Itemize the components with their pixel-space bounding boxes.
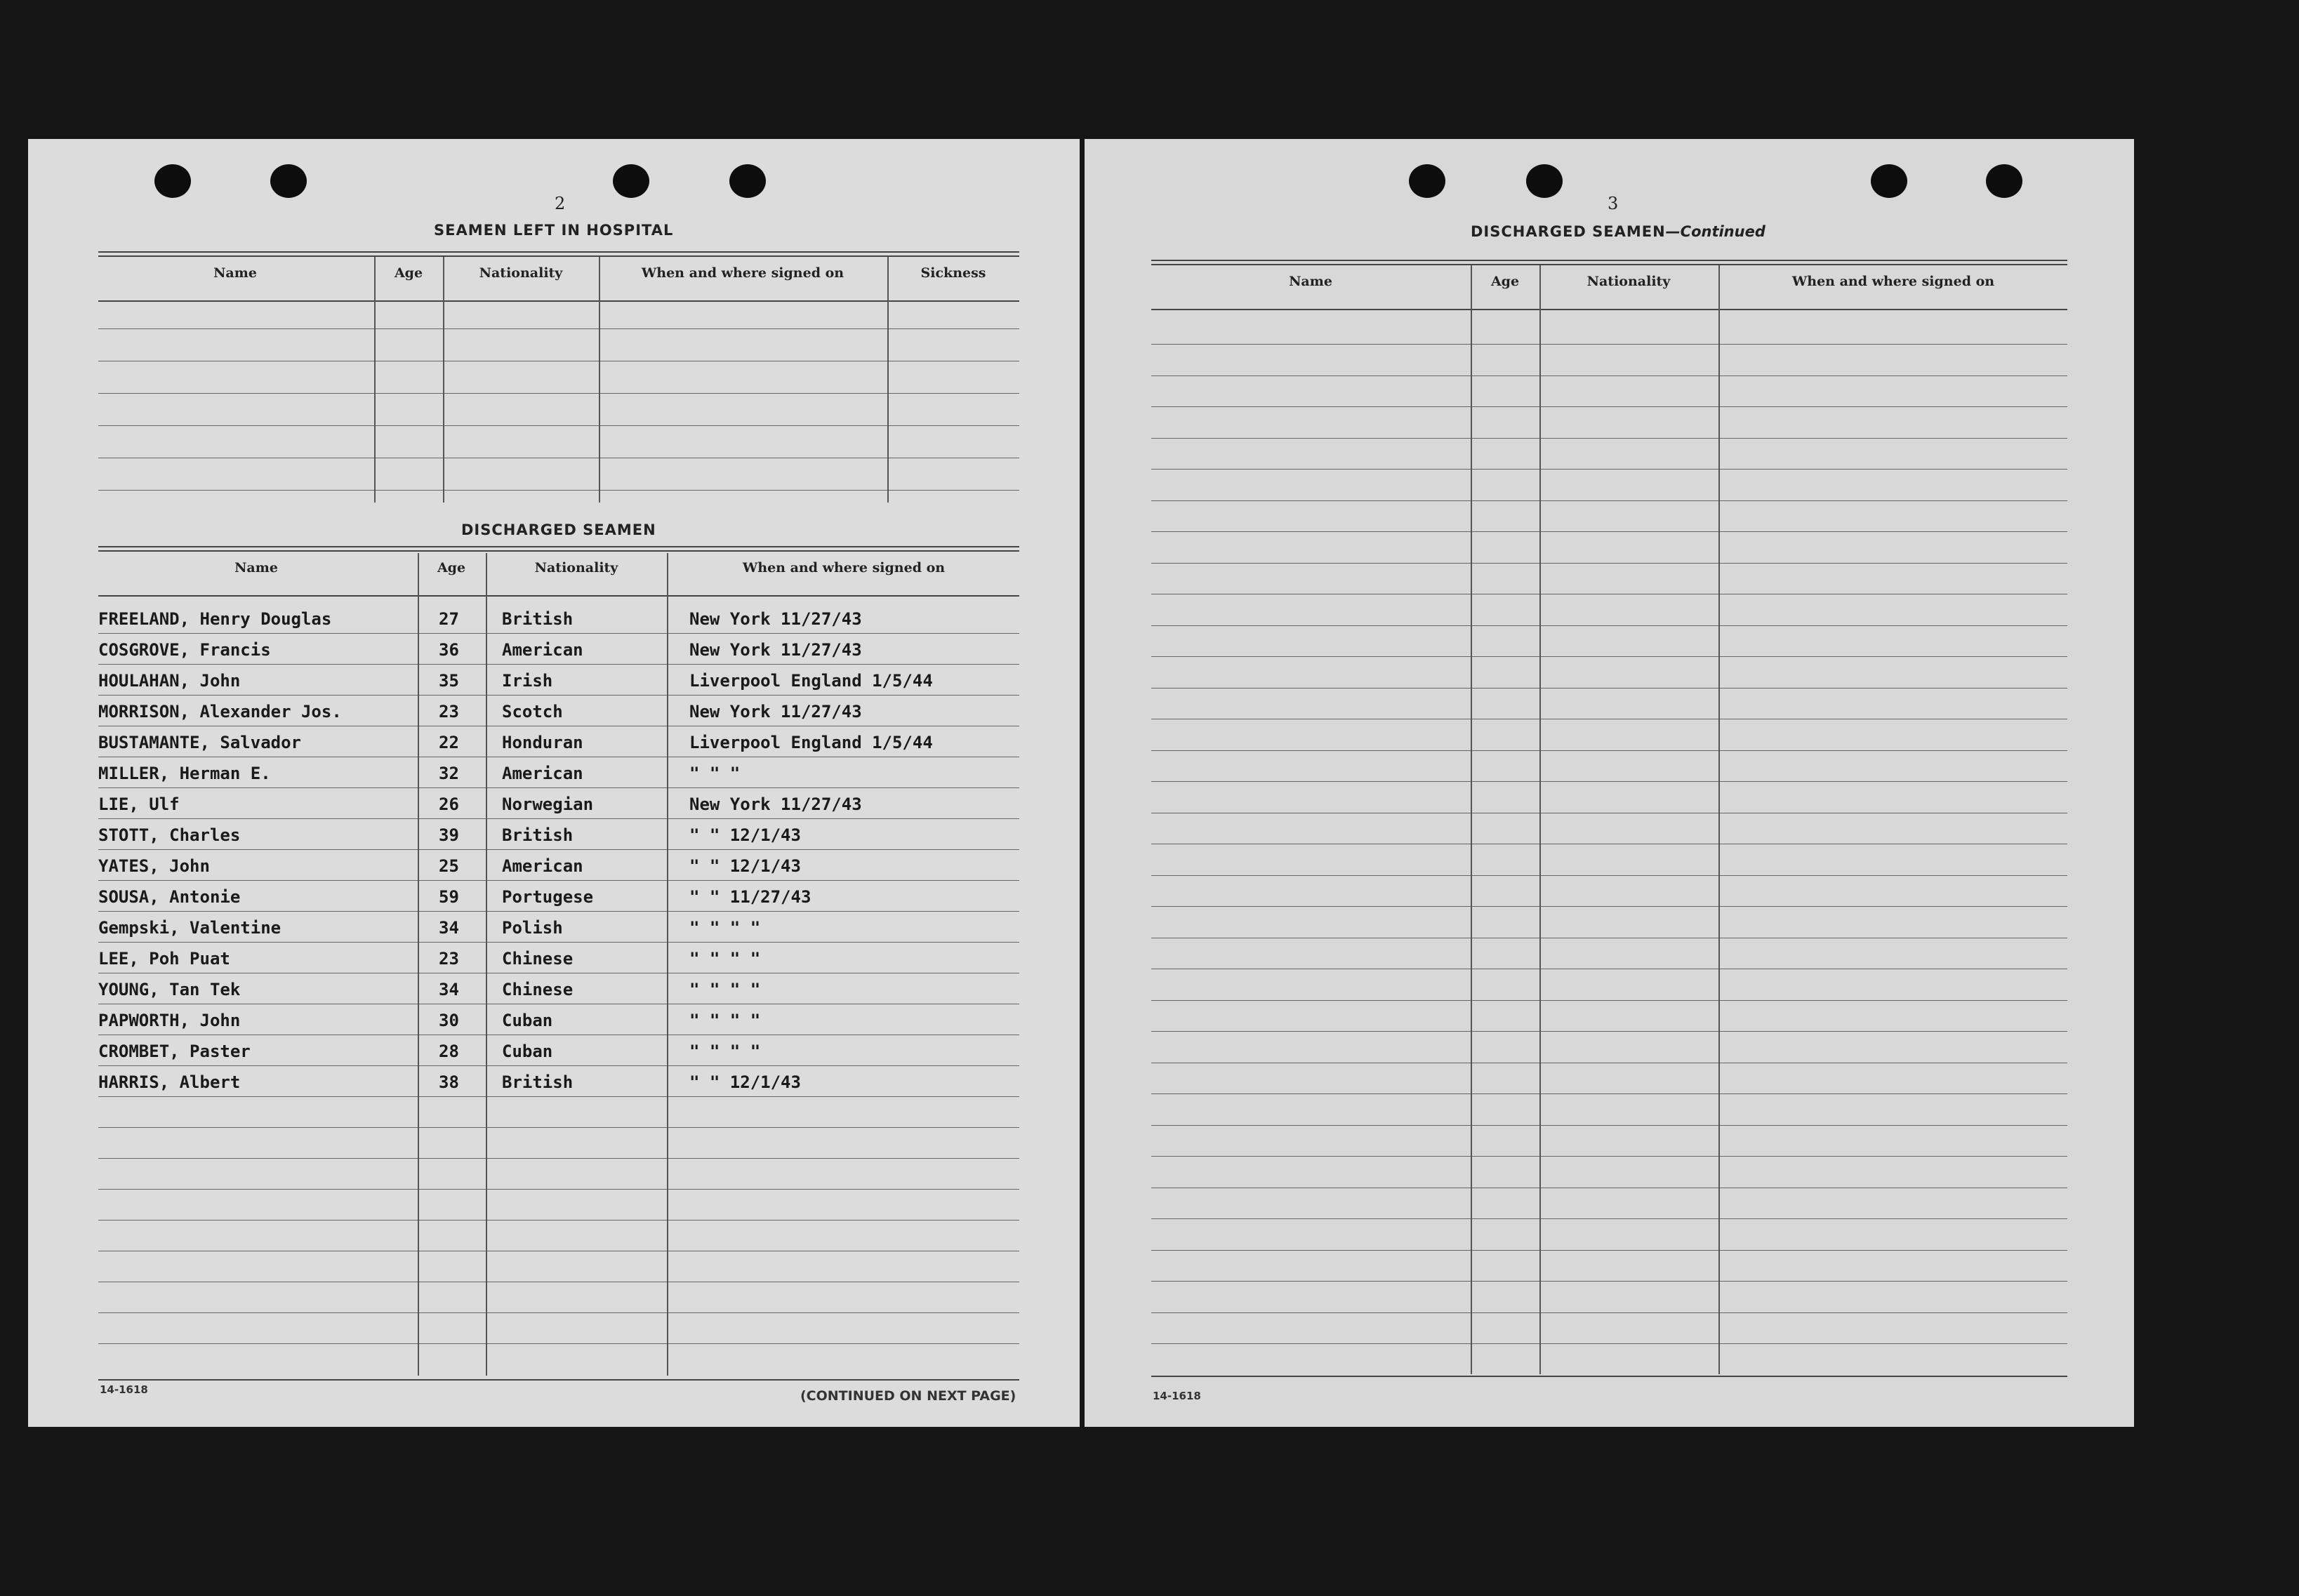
ruled-line [98, 1312, 1019, 1313]
column-header: Nationality [534, 560, 618, 576]
cell-signed-on: Liverpool England 1/5/44 [689, 671, 933, 691]
ruled-line [1151, 500, 2067, 501]
ruled-line [1151, 469, 2067, 470]
cell-signed-on: " " " " [689, 918, 761, 938]
cell-age: 59 [439, 887, 459, 907]
punch-hole [613, 164, 649, 198]
cell-nationality: Cuban [502, 1042, 553, 1061]
ruled-line [1151, 375, 2067, 376]
punch-hole [729, 164, 766, 198]
cell-name: LIE, Ulf [98, 794, 180, 814]
ruled-line [1151, 406, 2067, 407]
cell-age: 25 [439, 856, 459, 876]
ruled-line [1151, 1343, 2067, 1344]
column-divider [1539, 265, 1541, 1374]
column-divider [374, 257, 376, 503]
cell-nationality: Honduran [502, 733, 583, 752]
punch-hole [154, 164, 191, 198]
table-bottom-rule [98, 1379, 1019, 1381]
column-divider [599, 257, 600, 503]
cell-name: YOUNG, Tan Tek [98, 980, 241, 999]
cell-nationality: Norwegian [502, 794, 594, 814]
ruled-line [98, 1220, 1019, 1221]
cell-name: YATES, John [98, 856, 210, 876]
discharged-table-top-rule [98, 546, 1019, 552]
ruled-line [1151, 625, 2067, 626]
left-page [28, 139, 1080, 1427]
page-number: 3 [1608, 194, 1619, 213]
cell-nationality: Polish [502, 918, 563, 938]
right-table-top-rule [1151, 260, 2067, 265]
ruled-line [1151, 563, 2067, 564]
cell-nationality: Chinese [502, 949, 574, 969]
column-header: Name [213, 265, 257, 281]
hospital-header-rule [98, 300, 1019, 302]
ruled-line [1151, 1250, 2067, 1251]
right-header-rule [1151, 309, 2067, 310]
ruled-line [98, 1343, 1019, 1344]
punch-hole [1986, 164, 2022, 198]
cell-nationality: American [502, 856, 583, 876]
column-divider [887, 257, 889, 503]
cell-age: 34 [439, 918, 459, 938]
column-divider [667, 553, 668, 1376]
cell-signed-on: " " 12/1/43 [689, 856, 801, 876]
discharged-header-rule [98, 595, 1019, 597]
cell-name: SOUSA, Antonie [98, 887, 241, 907]
cell-name: LEE, Poh Puat [98, 949, 230, 969]
cell-name: MORRISON, Alexander Jos. [98, 702, 342, 721]
ruled-line [98, 425, 1019, 426]
hospital-table-top-rule [98, 251, 1019, 257]
cell-age: 32 [439, 764, 459, 783]
ruled-line [1151, 1312, 2067, 1313]
right-page [1085, 139, 2134, 1427]
punch-hole [1409, 164, 1445, 198]
cell-signed-on: New York 11/27/43 [689, 640, 862, 660]
hospital-section-title: SEAMEN LEFT IN HOSPITAL [434, 222, 674, 239]
cell-age: 34 [439, 980, 459, 999]
ruled-line [98, 1127, 1019, 1128]
column-divider [1718, 265, 1720, 1374]
cell-signed-on: " " " " [689, 980, 761, 999]
cell-age: 36 [439, 640, 459, 660]
column-header: Age [1490, 274, 1520, 289]
cell-name: Gempski, Valentine [98, 918, 281, 938]
cell-nationality: Portugese [502, 887, 594, 907]
column-header: When and where signed on [641, 265, 844, 281]
cell-name: STOTT, Charles [98, 825, 241, 845]
ruled-line [98, 1189, 1019, 1190]
column-divider [486, 553, 487, 1376]
column-header: Nationality [1586, 274, 1671, 289]
form-number: 14-1618 [100, 1383, 148, 1396]
continued-note: (CONTINUED ON NEXT PAGE) [800, 1388, 1016, 1404]
discharged-continued-title [1471, 223, 1765, 240]
ruled-line [1151, 1125, 2067, 1126]
cell-name: CROMBET, Paster [98, 1042, 251, 1061]
cell-nationality: American [502, 640, 583, 660]
cell-signed-on: " " " " [689, 949, 761, 969]
column-header: When and where signed on [1791, 274, 1995, 289]
cell-name: PAPWORTH, John [98, 1011, 241, 1030]
table-bottom-rule [1151, 1376, 2067, 1377]
cell-age: 27 [439, 609, 459, 629]
cell-signed-on: " " " [689, 764, 741, 783]
cell-nationality: Scotch [502, 702, 563, 721]
page-number: 2 [555, 194, 566, 213]
cell-signed-on: " " " " [689, 1042, 761, 1061]
ruled-line [1151, 781, 2067, 782]
ruled-line [1151, 688, 2067, 689]
cell-name: HOULAHAN, John [98, 671, 241, 691]
discharged-section-title: DISCHARGED SEAMEN [461, 521, 656, 538]
punch-hole [1526, 164, 1563, 198]
ruled-line [1151, 1000, 2067, 1001]
ruled-line [98, 393, 1019, 394]
ruled-line [98, 328, 1019, 329]
ruled-line [1151, 531, 2067, 532]
cell-nationality: American [502, 764, 583, 783]
cell-signed-on: " " 12/1/43 [689, 1072, 801, 1092]
ruled-line [98, 490, 1019, 491]
ruled-line [1151, 344, 2067, 345]
cell-age: 26 [439, 794, 459, 814]
ruled-line [1151, 438, 2067, 439]
column-divider [443, 257, 444, 503]
ruled-line [1151, 1218, 2067, 1219]
cell-nationality: British [502, 609, 574, 629]
cell-signed-on: Liverpool England 1/5/44 [689, 733, 933, 752]
cell-age: 39 [439, 825, 459, 845]
cell-name: BUSTAMANTE, Salvador [98, 733, 301, 752]
cell-age: 38 [439, 1072, 459, 1092]
cell-nationality: Chinese [502, 980, 574, 999]
cell-nationality: British [502, 1072, 574, 1092]
cell-age: 22 [439, 733, 459, 752]
ruled-line [1151, 1156, 2067, 1157]
ruled-line [1151, 1031, 2067, 1032]
cell-name: FREELAND, Henry Douglas [98, 609, 332, 629]
ruled-line [1151, 1093, 2067, 1094]
cell-signed-on: " " 12/1/43 [689, 825, 801, 845]
column-header: Nationality [479, 265, 563, 281]
column-header: Age [394, 265, 423, 281]
cell-age: 35 [439, 671, 459, 691]
punch-hole [1871, 164, 1907, 198]
cell-signed-on: New York 11/27/43 [689, 609, 862, 629]
cell-age: 28 [439, 1042, 459, 1061]
column-header: Age [437, 560, 466, 576]
cell-name: COSGROVE, Francis [98, 640, 271, 660]
ruled-line [1151, 906, 2067, 907]
cell-signed-on: " " " " [689, 1011, 761, 1030]
cell-nationality: Cuban [502, 1011, 553, 1030]
ruled-line [1151, 656, 2067, 657]
cell-signed-on: New York 11/27/43 [689, 702, 862, 721]
ruled-line [1151, 750, 2067, 751]
column-divider [1471, 265, 1472, 1374]
ruled-line [98, 1158, 1019, 1159]
cell-age: 23 [439, 949, 459, 969]
punch-hole [270, 164, 307, 198]
cell-name: MILLER, Herman E. [98, 764, 271, 783]
column-divider [418, 553, 419, 1376]
title-suffix: —Continued [1665, 223, 1765, 240]
cell-nationality: Irish [502, 671, 553, 691]
column-header: Name [234, 560, 278, 576]
column-header: Name [1289, 274, 1332, 289]
cell-name: HARRIS, Albert [98, 1072, 241, 1092]
column-header: When and where signed on [742, 560, 946, 576]
ruled-line [1151, 875, 2067, 876]
cell-age: 23 [439, 702, 459, 721]
cell-signed-on: New York 11/27/43 [689, 794, 862, 814]
cell-age: 30 [439, 1011, 459, 1030]
ruled-line [1151, 1281, 2067, 1282]
column-header: Sickness [920, 265, 986, 281]
cell-signed-on: " " 11/27/43 [689, 887, 811, 907]
title-text: DISCHARGED SEAMEN [1471, 223, 1666, 240]
cell-nationality: British [502, 825, 574, 845]
form-number: 14-1618 [1153, 1390, 1201, 1402]
